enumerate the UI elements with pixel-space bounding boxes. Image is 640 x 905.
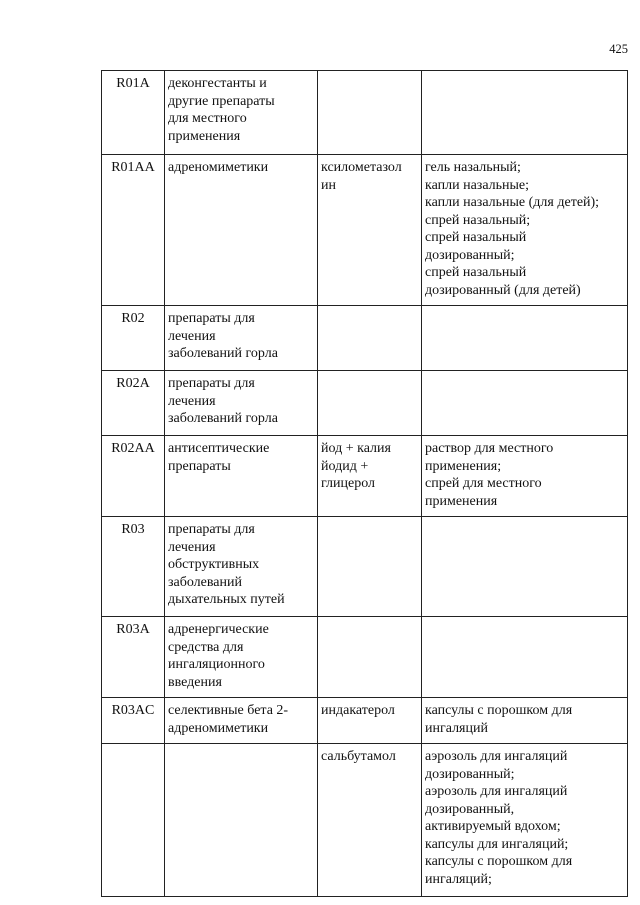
atc-code-cell bbox=[102, 155, 165, 306]
drug-classification-table bbox=[101, 70, 628, 897]
dosage-form-cell bbox=[422, 617, 628, 698]
table-row bbox=[102, 617, 628, 698]
atc-code-cell bbox=[102, 436, 165, 517]
atc-code-cell bbox=[102, 617, 165, 698]
page-number: 425 bbox=[609, 42, 628, 56]
dosage-form-cell bbox=[422, 698, 628, 744]
group-name: препараты для лечения обструктивных заболеваний дыхательных путей bbox=[168, 522, 285, 607]
group-name: антисептические препараты bbox=[168, 441, 270, 474]
inn-name: йод + калия йодид + глицерол bbox=[321, 441, 391, 491]
table-row bbox=[102, 436, 628, 517]
atc-code: R03 bbox=[121, 522, 145, 537]
inn-cell bbox=[318, 306, 422, 371]
atc-code: R02 bbox=[121, 311, 145, 326]
table-row bbox=[102, 155, 628, 306]
table-row bbox=[102, 517, 628, 617]
group-cell bbox=[165, 698, 318, 744]
dosage-form-cell bbox=[422, 744, 628, 897]
group-name: селективные бета 2- адреномиметики bbox=[168, 703, 289, 736]
group-cell bbox=[165, 155, 318, 306]
dosage-form-cell bbox=[422, 517, 628, 617]
group-name: адренергические средства для ингаляционного введения bbox=[168, 622, 269, 690]
group-cell bbox=[165, 306, 318, 371]
dosage-forms: раствор для местного применения; спрей для местного применения bbox=[425, 441, 554, 509]
table-row bbox=[102, 698, 628, 744]
dosage-forms: аэрозоль для ингаляций дозированный; аэрозоль для ингаляций дозированный, активируемый вдохом; капсулы для ингаляций; капсулы с порошком для ингаляций; bbox=[425, 749, 573, 887]
inn-name: сальбутамол bbox=[321, 749, 396, 764]
group-cell bbox=[165, 71, 318, 155]
inn-cell bbox=[318, 155, 422, 306]
dosage-forms: капсулы с порошком для ингаляций bbox=[425, 703, 573, 736]
inn-name: индакатерол bbox=[321, 703, 395, 718]
atc-code-cell bbox=[102, 306, 165, 371]
atc-code: R02A bbox=[116, 376, 150, 391]
inn-cell bbox=[318, 698, 422, 744]
inn-cell bbox=[318, 617, 422, 698]
dosage-forms: гель назальный; капли назальные; капли назальные (для детей); спрей назальный; спрей назальный дозированный; спрей назальный дозированный (для детей) bbox=[425, 160, 600, 298]
inn-cell bbox=[318, 744, 422, 897]
inn-cell bbox=[318, 517, 422, 617]
atc-code: R01AA bbox=[111, 160, 155, 175]
dosage-form-cell bbox=[422, 155, 628, 306]
group-cell bbox=[165, 617, 318, 698]
group-cell bbox=[165, 436, 318, 517]
atc-code-cell bbox=[102, 71, 165, 155]
table-row bbox=[102, 371, 628, 436]
table-row bbox=[102, 306, 628, 371]
group-name: деконгестанты и другие препараты для местного применения bbox=[168, 76, 275, 144]
atc-code: R03A bbox=[116, 622, 150, 637]
inn-cell bbox=[318, 71, 422, 155]
atc-code-cell bbox=[102, 371, 165, 436]
atc-code-cell bbox=[102, 698, 165, 744]
dosage-form-cell bbox=[422, 71, 628, 155]
group-cell bbox=[165, 744, 318, 897]
atc-code-cell bbox=[102, 744, 165, 897]
group-name: препараты для лечения заболеваний горла bbox=[168, 376, 278, 426]
inn-cell bbox=[318, 436, 422, 517]
atc-code: R02AA bbox=[111, 441, 155, 456]
group-name: адреномиметики bbox=[168, 160, 269, 175]
atc-code: R03AC bbox=[111, 703, 155, 718]
inn-name: ксилометазол ин bbox=[321, 160, 402, 193]
dosage-form-cell bbox=[422, 306, 628, 371]
atc-code: R01A bbox=[116, 76, 150, 91]
atc-code-cell bbox=[102, 517, 165, 617]
group-cell bbox=[165, 517, 318, 617]
inn-cell bbox=[318, 371, 422, 436]
table-row bbox=[102, 744, 628, 897]
table-row bbox=[102, 71, 628, 155]
dosage-form-cell bbox=[422, 371, 628, 436]
group-cell bbox=[165, 371, 318, 436]
group-name: препараты для лечения заболеваний горла bbox=[168, 311, 278, 361]
dosage-form-cell bbox=[422, 436, 628, 517]
